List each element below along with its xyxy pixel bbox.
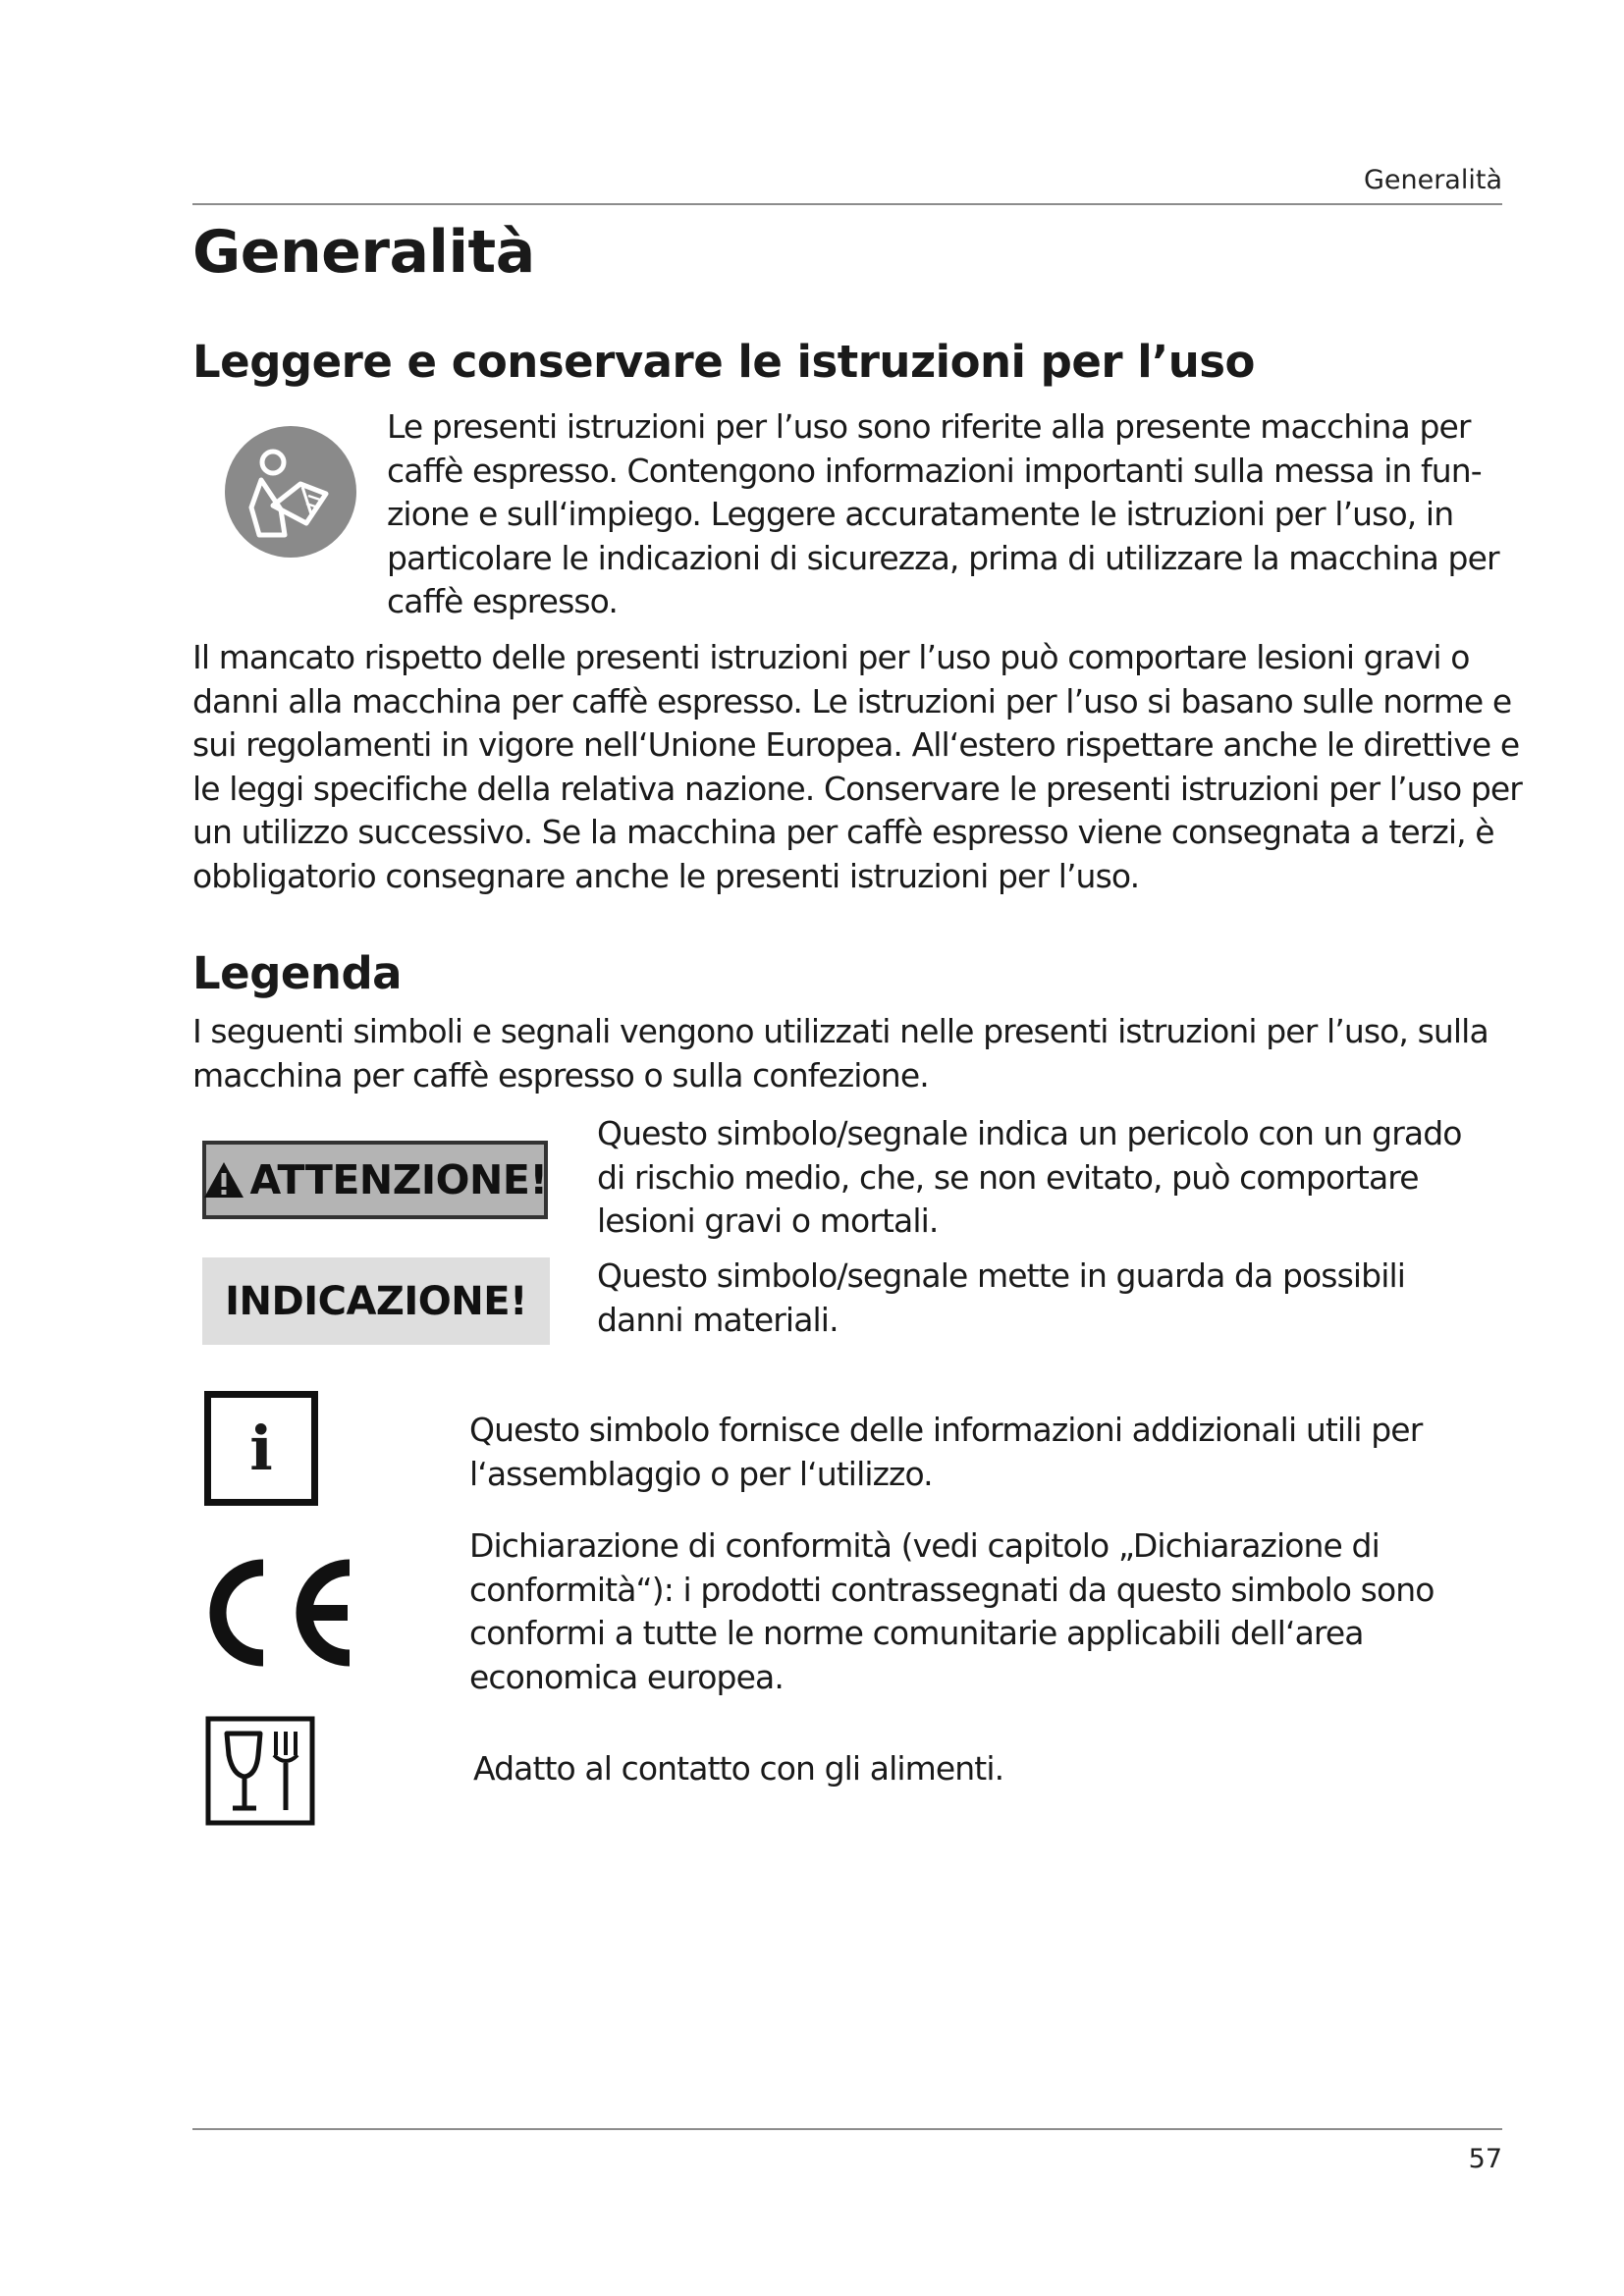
text-line: Le presenti istruzioni per l’uso sono riferite alla presente macchina per bbox=[387, 407, 1471, 446]
header-rule bbox=[192, 203, 1502, 205]
read-manual-icon bbox=[224, 425, 357, 559]
text-line: Il mancato rispetto delle presenti istruzioni per l’uso può comportare lesioni gravi o bbox=[192, 638, 1470, 676]
text-line: danni alla macchina per caffè espresso. Le istruzioni per l’uso si basano sulle norme e bbox=[192, 681, 1512, 721]
text-line: Questo simbolo/segnale indica un pericolo con un grado bbox=[597, 1114, 1462, 1152]
text-line: I seguenti simboli e segnali vengono utilizzati nelle presenti istruzioni per l’uso, sulla bbox=[192, 1012, 1489, 1050]
text-line: economica europea. bbox=[469, 1657, 784, 1696]
text-line: Adatto al contatto con gli alimenti. bbox=[473, 1749, 1004, 1788]
text-line: l‘assemblaggio o per l‘utilizzo. bbox=[469, 1454, 933, 1493]
text-line: Questo simbolo fornisce delle informazioni addizionali utili per bbox=[469, 1411, 1423, 1449]
text-line: le leggi specifiche della relativa nazione. Conservare le presenti istruzioni per l’uso per bbox=[192, 769, 1522, 808]
text-line: conformità“): i prodotti contrassegnati da questo simbolo sono bbox=[469, 1570, 1435, 1609]
text-line: di rischio medio, che, se non evitato, può comportare bbox=[597, 1157, 1419, 1197]
text-line: Dichiarazione di conformità (vedi capitolo „Dichiarazione di bbox=[469, 1526, 1380, 1565]
food-description bbox=[473, 1747, 1003, 1791]
info-icon bbox=[204, 1391, 318, 1506]
page-number: 57 bbox=[1468, 2144, 1502, 2174]
ce-description bbox=[469, 1524, 1435, 1699]
info-description bbox=[469, 1409, 1422, 1496]
text-line: lesioni gravi o mortali. bbox=[597, 1201, 939, 1240]
attention-signal-label bbox=[202, 1141, 548, 1219]
running-header: Generalità bbox=[1363, 165, 1502, 195]
ce-mark-icon bbox=[202, 1556, 359, 1670]
text-line: macchina per caffè espresso o sulla confezione. bbox=[192, 1055, 929, 1095]
legend-intro-text bbox=[192, 1010, 1489, 1097]
footer-rule bbox=[192, 2128, 1502, 2130]
text-line: conformi a tutte le norme comunitarie applicabili dell‘area bbox=[469, 1614, 1364, 1652]
info-icon-letter: i bbox=[249, 1412, 273, 1484]
text-line: un utilizzo successivo. Se la macchina per caffè espresso viene consegnata a terzi, è bbox=[192, 813, 1494, 851]
reading-body-text bbox=[192, 636, 1522, 898]
attention-label-text: ATTENZIONE! bbox=[249, 1156, 548, 1203]
reading-intro-text bbox=[387, 405, 1499, 624]
text-line: obbligatorio consegnare anche le presenti istruzioni per l’uso. bbox=[192, 856, 1140, 895]
indication-signal-label: INDICAZIONE! bbox=[202, 1257, 550, 1345]
indication-description bbox=[597, 1255, 1405, 1342]
text-line: caffè espresso. Contengono informazioni importanti sulla messa in fun- bbox=[387, 451, 1482, 490]
text-line: sui regolamenti in vigore nell‘Unione Europea. All‘estero rispettare anche le direttive e bbox=[192, 725, 1520, 764]
food-contact-icon bbox=[205, 1716, 315, 1826]
section-heading-legend: Legenda bbox=[192, 947, 403, 999]
text-line: danni materiali. bbox=[597, 1300, 839, 1339]
text-line: zione e sull‘impiego. Leggere accuratamente le istruzioni per l’uso, in bbox=[387, 495, 1454, 533]
section-heading-reading: Leggere e conservare le istruzioni per l’uso bbox=[192, 336, 1255, 388]
text-line: particolare le indicazioni di sicurezza, prima di utilizzare la macchina per bbox=[387, 538, 1499, 577]
attention-description bbox=[597, 1112, 1462, 1244]
text-line: Questo simbolo/segnale mette in guarda da possibili bbox=[597, 1256, 1405, 1295]
page-title: Generalità bbox=[192, 218, 535, 287]
warning-triangle-icon bbox=[202, 1160, 245, 1200]
text-line: caffè espresso. bbox=[387, 582, 618, 620]
